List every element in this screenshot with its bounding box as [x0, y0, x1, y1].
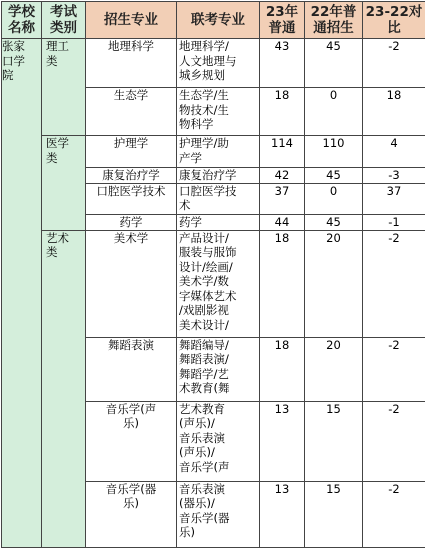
diff-cell: -2 — [363, 337, 425, 401]
exam-major-cell: 产品设计/ 服装与服饰 设计/绘画/ 美术学/数 字媒体艺术 /戏剧影视 美术设计/ — [177, 230, 260, 337]
exam-major-cell: 生态学/生 物技术/生 物科学 — [177, 88, 260, 136]
major-cell: 地理科学 — [86, 39, 177, 88]
exam-major-cell: 音乐表演 (器乐)/ 音乐学(器 乐) — [177, 481, 260, 547]
major-cell: 生态学 — [86, 88, 177, 136]
major-cell: 护理学 — [86, 136, 177, 168]
count-2023-cell: 13 — [260, 481, 305, 547]
count-2022-cell: 15 — [305, 401, 363, 481]
count-2022-cell: 110 — [305, 136, 363, 168]
count-2023-cell: 43 — [260, 39, 305, 88]
major-cell: 药学 — [86, 214, 177, 230]
table-row — [2, 39, 425, 88]
count-2022-cell: 0 — [305, 183, 363, 214]
count-2022-cell: 45 — [305, 39, 363, 88]
header-2023: 23年 普通 — [260, 2, 305, 39]
diff-cell: -2 — [363, 230, 425, 337]
header-2022: 22年普 通招生 — [305, 2, 363, 39]
exam-major-cell: 护理学/助 产学 — [177, 136, 260, 168]
table-row — [2, 136, 425, 168]
count-2022-cell: 0 — [305, 88, 363, 136]
major-cell: 康复治疗学 — [86, 168, 177, 184]
header-row — [2, 2, 425, 39]
diff-cell: 18 — [363, 88, 425, 136]
major-cell: 口腔医学技术 — [86, 183, 177, 214]
major-cell: 舞蹈表演 — [86, 337, 177, 401]
count-2023-cell: 18 — [260, 337, 305, 401]
diff-cell: -1 — [363, 214, 425, 230]
major-cell: 音乐学(声 乐) — [86, 401, 177, 481]
exam-major-cell: 康复治疗学 — [177, 168, 260, 184]
count-2022-cell: 20 — [305, 230, 363, 337]
major-cell: 音乐学(器 乐) — [86, 481, 177, 547]
exam-major-cell: 地理科学/ 人文地理与 城乡规划 — [177, 39, 260, 88]
enrollment-table — [1, 1, 425, 548]
header-diff: 23-22对 比 — [363, 2, 425, 39]
count-2023-cell: 114 — [260, 136, 305, 168]
category-medicine: 医学 类 — [42, 136, 86, 231]
table-row — [2, 230, 425, 337]
header-exam-major: 联考专业 — [177, 2, 260, 39]
exam-major-cell: 口腔医学技 术 — [177, 183, 260, 214]
school-name: 张家 口学 院 — [2, 39, 42, 548]
category-arts: 艺术 类 — [42, 230, 86, 547]
count-2023-cell: 18 — [260, 88, 305, 136]
count-2022-cell: 15 — [305, 481, 363, 547]
count-2022-cell: 45 — [305, 214, 363, 230]
diff-cell: 37 — [363, 183, 425, 214]
exam-major-cell: 药学 — [177, 214, 260, 230]
category-science: 理工 类 — [42, 39, 86, 136]
header-major: 招生专业 — [86, 2, 177, 39]
count-2022-cell: 45 — [305, 168, 363, 184]
count-2022-cell: 20 — [305, 337, 363, 401]
exam-major-cell: 舞蹈编导/ 舞蹈表演/ 舞蹈学/艺 术教育(舞 — [177, 337, 260, 401]
major-cell: 美术学 — [86, 230, 177, 337]
count-2023-cell: 18 — [260, 230, 305, 337]
header-category: 考试 类别 — [42, 2, 86, 39]
diff-cell: -2 — [363, 481, 425, 547]
count-2023-cell: 44 — [260, 214, 305, 230]
count-2023-cell: 42 — [260, 168, 305, 184]
count-2023-cell: 13 — [260, 401, 305, 481]
header-school: 学校 名称 — [2, 2, 42, 39]
diff-cell: -2 — [363, 401, 425, 481]
count-2023-cell: 37 — [260, 183, 305, 214]
diff-cell: -3 — [363, 168, 425, 184]
diff-cell: 4 — [363, 136, 425, 168]
exam-major-cell: 艺术教育 (声乐)/ 音乐表演 (声乐)/ 音乐学(声 — [177, 401, 260, 481]
diff-cell: -2 — [363, 39, 425, 88]
